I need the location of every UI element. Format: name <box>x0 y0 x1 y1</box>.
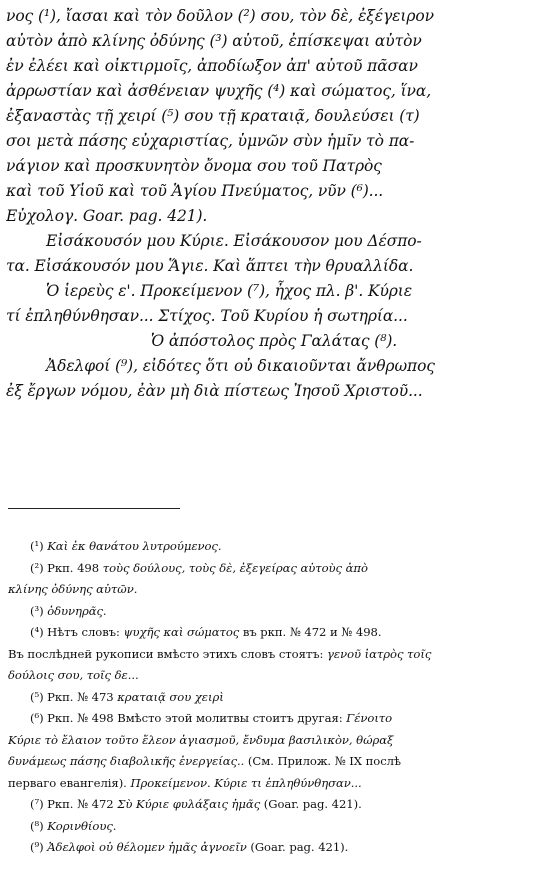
text-line: καὶ τοῦ Υἱοῦ καὶ τοῦ Ἁγίου Πνεύματος, νῦν (⁶)... <box>6 182 384 200</box>
footnote-line <box>8 687 542 709</box>
text-line: Ὁ ἀπόστολος πρὸς Γαλάτας (⁸). <box>150 332 398 350</box>
footnote-segment: ὀδυνηρᾶς. <box>47 603 107 618</box>
footnote-segment: κραταιᾷ σου χειρὶ <box>117 689 224 704</box>
text-line: νάγιον καὶ προσκυνητὸν ὄνομα σου τοῦ Πατρὸς <box>6 157 382 175</box>
footnote-segment: (¹) <box>30 539 48 553</box>
footnote-segment: (⁴) Нѣтъ словъ: <box>30 625 124 639</box>
footnote-line <box>8 794 542 816</box>
footnote-segment: Προκείμενον. Κύριε τι ἐπληθύνθησαν... <box>130 775 362 790</box>
footnote-segment: τοὺς δούλους, τοὺς δὲ, ἐξεγείρας αὐτοὺς ἀπὸ <box>102 560 368 575</box>
footnote-line <box>8 622 542 644</box>
footnote-segment: Καὶ ἐκ θανάτου λυτρούμενος. <box>47 539 222 553</box>
footnote-segment: Κύριε τὸ ἔλαιον τοῦτο ἔλεον ἁγιασμοῦ, ἔνδυμα βασιλικὸν, θώραξ <box>8 732 394 747</box>
text-line: σοι μετὰ πάσης εὐχαριστίας, ὑμνῶν σὺν ἡμῖν τὸ πα- <box>6 132 415 150</box>
footnote-line <box>8 751 542 773</box>
footnote-line <box>8 601 542 623</box>
footnote-segment: (⁶) Ркп. № 498 Вмѣсто этой молитвы стоитъ другая: <box>30 711 347 725</box>
text-line: Ἀδελφοί (⁹), εἰδότες ὅτι οὐ δικαιοῦνται ἄνθρωπος <box>46 357 435 375</box>
footnote-segment: (⁸) <box>30 818 48 833</box>
text-line: τα. Εἰσάκουσόν μου Ἅγιε. Καὶ ἅπτει τὴν θρυαλλίδα. <box>6 257 414 275</box>
text-line: Ὁ ἱερεὺς ε'. Προκείμενον (⁷), ἦχος πλ. β'. Κύριε <box>46 282 412 300</box>
footnote-segment: Κορινθίους. <box>47 818 117 833</box>
footnote-segment: κλίνης ὀδύνης αὐτῶν. <box>8 582 138 596</box>
text-line: Εὐχολογ. Goar. pag. 421). <box>6 207 208 225</box>
footnote-segment: (⁷) Ркп. № 472 <box>30 797 118 811</box>
main-text <box>6 4 542 404</box>
footnote-line <box>8 708 542 730</box>
footnote-line <box>8 837 542 859</box>
footnotes <box>8 536 542 859</box>
footnote-line <box>8 730 542 752</box>
footnote-segment: δούλοις σου, τοῖς δε... <box>8 668 139 682</box>
text-line: Εἰσάκουσόν μου Κύριε. Εἰσάκουσον μου Δέσπο- <box>46 232 422 250</box>
text-line: ἀρρωστίαν καὶ ἀσθένειαν ψυχῆς (⁴) καὶ σώματος, ἵνα, <box>6 82 432 100</box>
footnote-segment: (²) Ркп. 498 <box>30 560 103 575</box>
footnote-segment: (³) <box>30 603 48 618</box>
footnote-segment: въ ркп. № 472 и № 498. <box>239 625 382 639</box>
footnote-segment: (⁵) Ркп. № 473 <box>30 689 118 704</box>
footnote-segment: (См. Прилож. № IX послѣ <box>244 754 401 768</box>
footnote-segment: (Goar. pag. 421). <box>246 840 349 854</box>
footnote-line <box>8 816 542 838</box>
footnote-segment: (⁹) <box>30 840 48 854</box>
footnote-line <box>8 536 542 558</box>
footnote-line <box>8 558 542 580</box>
text-line: ἐξαναστὰς τῇ χειρί (⁵) σου τῇ κραταιᾷ, δουλεύσει (τ) <box>6 107 420 125</box>
text-line: ἐξ ἔργων νόμου, ἐὰν μὴ διὰ πίστεως Ἰησοῦ Χριστοῦ... <box>6 382 423 400</box>
footnote-line <box>8 644 542 666</box>
footnote-line <box>8 579 542 601</box>
footnote-line <box>8 773 542 795</box>
footnote-segment: Ἀδελφοὶ οὐ θέλομεν ἡμᾶς ἀγνοεῖν <box>47 840 247 854</box>
footnote-segment: перваго евангелія). <box>8 775 131 790</box>
footnote-segment: γενοῦ ἰατρὸς τοῖς <box>327 646 432 661</box>
text-line: τί ἐπληθύνθησαν... Στίχος. Τοῦ Κυρίου ἡ σωτηρία... <box>6 307 408 325</box>
text-line: αὐτὸν ἀπὸ κλίνης ὀδύνης (³) αὐτοῦ, ἐπίσκεψαι αὐτὸν <box>6 32 422 50</box>
footnote-segment: Въ послѣдней рукописи вмѣсто этихъ словъ стоятъ: <box>8 646 328 661</box>
footnote-line <box>8 665 542 687</box>
footnote-segment: (Goar. pag. 421). <box>260 797 362 811</box>
footnote-segment: Γένοιτο <box>346 711 393 725</box>
footnote-segment: Σὺ Κύριε φυλάξαις ἡμᾶς <box>117 797 261 811</box>
footnote-segment: ψυχῆς καὶ σώματος <box>123 625 240 639</box>
footnote-separator <box>8 508 180 509</box>
text-line: ἐν ἐλέει καὶ οἰκτιρμοῖς, ἀποδίωξον ἀπ' αὐτοῦ πᾶσαν <box>6 57 418 75</box>
footnote-segment: δυνάμεως πάσης διαβολικῆς ἐνεργείας.. <box>8 754 245 768</box>
text-line: νος (¹), ἴασαι καὶ τὸν δοῦλον (²) σου, τὸν δὲ, ἐξέγειρον <box>6 7 434 25</box>
